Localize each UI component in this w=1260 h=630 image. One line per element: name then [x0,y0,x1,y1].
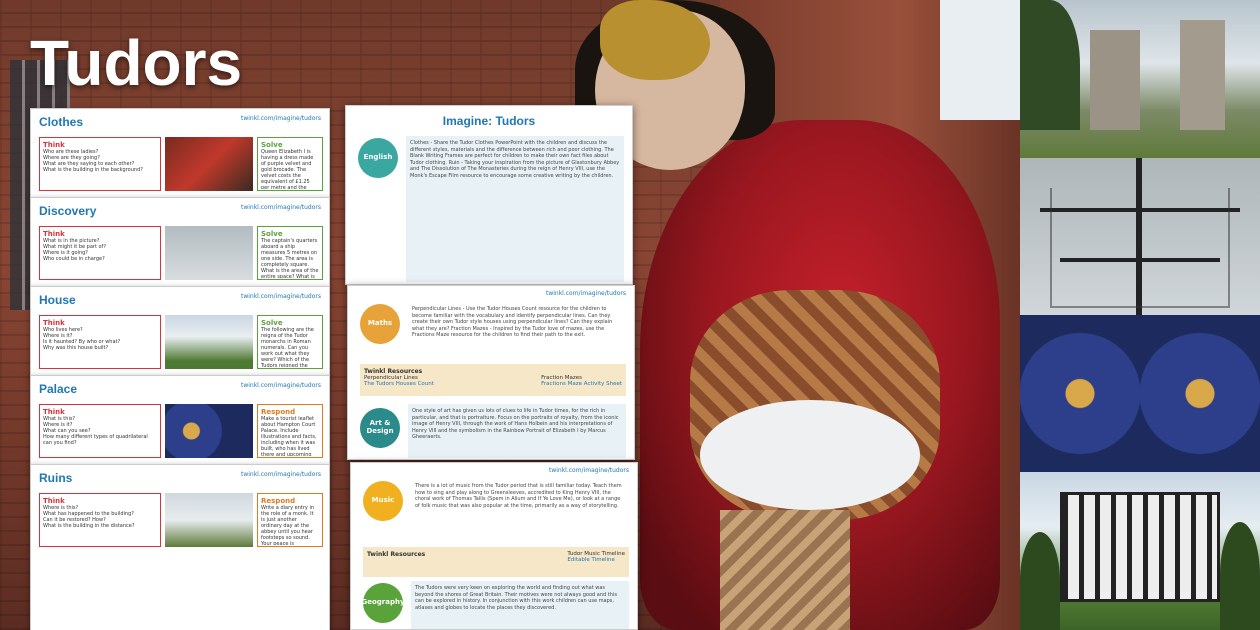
resources-heading: Twinkl Resources [364,368,423,375]
side-text: The following are the reigns of the Tudor monarchs in Roman numerals. Can you work out what they were? Which of the Tudors reigned the [261,327,314,367]
card-thumbnail [165,404,253,458]
think-question: What is the building in the distance? [43,523,135,529]
side-text: The captain's quarters aboard a ship measures 5 metres on one side. The area is completely square. What is the area of the entire space? What is [261,238,319,278]
side-text: Write a diary entry in the role of a monk. It is just another ordinary day at the abbey until you hear footsteps so sound. Your peace is [261,505,315,545]
card-thumbnail [165,137,253,191]
think-question: Who lives here? [43,327,83,333]
photo-abbey-ruins [1020,0,1260,158]
card-thumbnail [165,315,253,369]
side-text: Make a tourist leaflet about Hampton Court Palace. Include illustrations and facts, including when it was built, who has lived there and upcoming [261,416,317,456]
side-label: Solve [261,230,283,238]
think-question: Can it be restored? How? [43,517,106,523]
think-box [39,404,161,458]
side-box [257,226,323,280]
side-label: Solve [261,141,283,149]
think-question: Where is this? [43,505,79,511]
doc-page-music [350,462,638,630]
side-box [257,315,323,369]
subject-text: One style of art has given us lots of clues to life in Tudor times, for the rich in particular, and that is portraiture. Focus on the portraits of royalty, from the iconic image of Henry VIII, through the work of Hans Holbein and his interpretations of Henry VIII and the symbolism in the Rainbow Portrait of Elizabeth I by Marcus Gheeraerts. [408,404,626,458]
photo-ship-rigging [1020,158,1260,315]
think-label: Think [43,319,65,327]
activity-card-discovery [30,197,330,289]
think-label: Think [43,408,65,416]
card-url: twinkl.com/imagine/tudors [240,471,321,478]
think-question: Is it haunted? By who or what? [43,339,121,345]
think-question: What is in the picture? [43,238,100,244]
think-question: What is the building in the background? [43,167,143,173]
tapestry-bag [720,510,850,630]
resource-title: Perpendicular Lines [364,375,418,381]
resource-title: Tudor Music Timeline [567,551,625,557]
activity-card-ruins [30,464,330,630]
card-url: twinkl.com/imagine/tudors [240,204,321,211]
subject-text: Clothes - Share the Tudor Clothes PowerPoint with the children and discuss the different styles, materials and the difference between rich and poor clothing. The Blank Writing Frames are perfect for children to make their own fact files about Tudor clothing. Ruin - Taking your inspiration from the picture of Glastonbury Abbey and The Dissolution of The Monasteries during the reign of Henry VIII, use the Monk's Escape Film resource to encourage some creative writing by the children. [406,136,624,282]
side-label: Respond [261,497,296,505]
white-ruffle-cuff [700,400,920,510]
subject-circle-music: Music [363,481,403,521]
subject-circle-geography: Geography [363,583,403,623]
think-box [39,137,161,191]
resource-link[interactable]: Editable Timeline [567,557,615,563]
card-url: twinkl.com/imagine/tudors [240,293,321,300]
think-label: Think [43,497,65,505]
sky [940,0,1020,120]
subject-circle-maths: Maths [360,304,400,344]
side-box [257,137,323,191]
think-question: What are they saying to each other? [43,161,135,167]
think-question: What can you see? [43,428,91,434]
maths-resources [360,364,626,396]
resource-title: Fraction Mazes [541,375,583,381]
subject-text: There is a lot of music from the Tudor period that is still familiar today. Teach them how to sing and play along to Greensleeves, accredited to King Henry VIII, the choral work of Thomas Tallis (Spem in Alium and If Ye Love Me), or look at a range of folk music that was also popular at the time, primarily as a way of storytelling. [411,479,629,539]
think-label: Think [43,141,65,149]
side-box [257,404,323,458]
music-resources [363,547,629,577]
card-url: twinkl.com/imagine/tudors [240,115,321,122]
think-question: Where is it? [43,422,73,428]
think-question: Who could be in charge? [43,256,105,262]
think-question: What has happened to the building? [43,511,134,517]
card-thumbnail [165,493,253,547]
side-box [257,493,323,547]
card-url: twinkl.com/imagine/tudors [240,382,321,389]
think-question: Who are these ladies? [43,149,99,155]
think-question: Where is it going? [43,250,88,256]
resource-link[interactable]: The Tudors Houses Count [364,381,434,387]
activity-card-clothes [30,108,330,200]
page-title: Tudors [30,27,243,99]
card-title: Palace [39,382,78,396]
doc-page-maths [347,285,635,460]
side-label: Solve [261,319,283,327]
doc-url: twinkl.com/imagine/tudors [545,290,626,297]
subject-text: The Tudors were very keen on exploring the world and finding out what was beyond the shores of Great Britain. Their motives were not always good and this can be explored in history. In conjunction with this work children can use maps, atlases and globes to locate the places they discovered. [411,581,629,630]
think-label: Think [43,230,65,238]
photo-fan-vaulted-ceiling [1020,315,1260,472]
think-box [39,315,161,369]
doc-page-english [345,105,633,285]
activity-card-house [30,286,330,378]
subject-circle-english: English [358,138,398,178]
card-title: Discovery [39,204,97,218]
side-text: Queen Elizabeth I is having a dress made of purple velvet and gold brocade. The velvet costs the equivalent of £1.25 per metre and the [261,149,314,189]
think-question: Where is it? [43,333,73,339]
resources-heading: Twinkl Resources [367,551,426,558]
doc-title: Imagine: Tudors [442,114,536,128]
think-question: Why was this house built? [43,345,109,351]
think-question: How many different types of quadrilateral can you find? [43,434,148,446]
photo-tudor-house [1020,472,1260,630]
doc-url: twinkl.com/imagine/tudors [548,467,629,474]
card-title: Clothes [39,115,84,129]
card-title: Ruins [39,471,73,485]
card-title: House [39,293,76,307]
think-question: Where are they going? [43,155,100,161]
activity-card-palace [30,375,330,467]
card-thumbnail [165,226,253,280]
resource-link[interactable]: Fractions Maze Activity Sheet [541,381,622,387]
think-question: What might it be part of? [43,244,106,250]
side-label: Respond [261,408,296,416]
think-box [39,226,161,280]
subject-circle-art: Art & Design [360,408,400,448]
think-question: What is this? [43,416,76,422]
think-box [39,493,161,547]
subject-text: Perpendicular Lines - Use the Tudor Houses Count resource for the children to become familiar with the vocabulary and identify perpendicular lines. Can they create their own Tudor style houses using perpendicular lines? Can they explain what they are? Fraction Mazes - Inspired by the Tudor love of mazes, use the Fractions Maze resource for the children to find their path to the exit. [408,302,626,358]
